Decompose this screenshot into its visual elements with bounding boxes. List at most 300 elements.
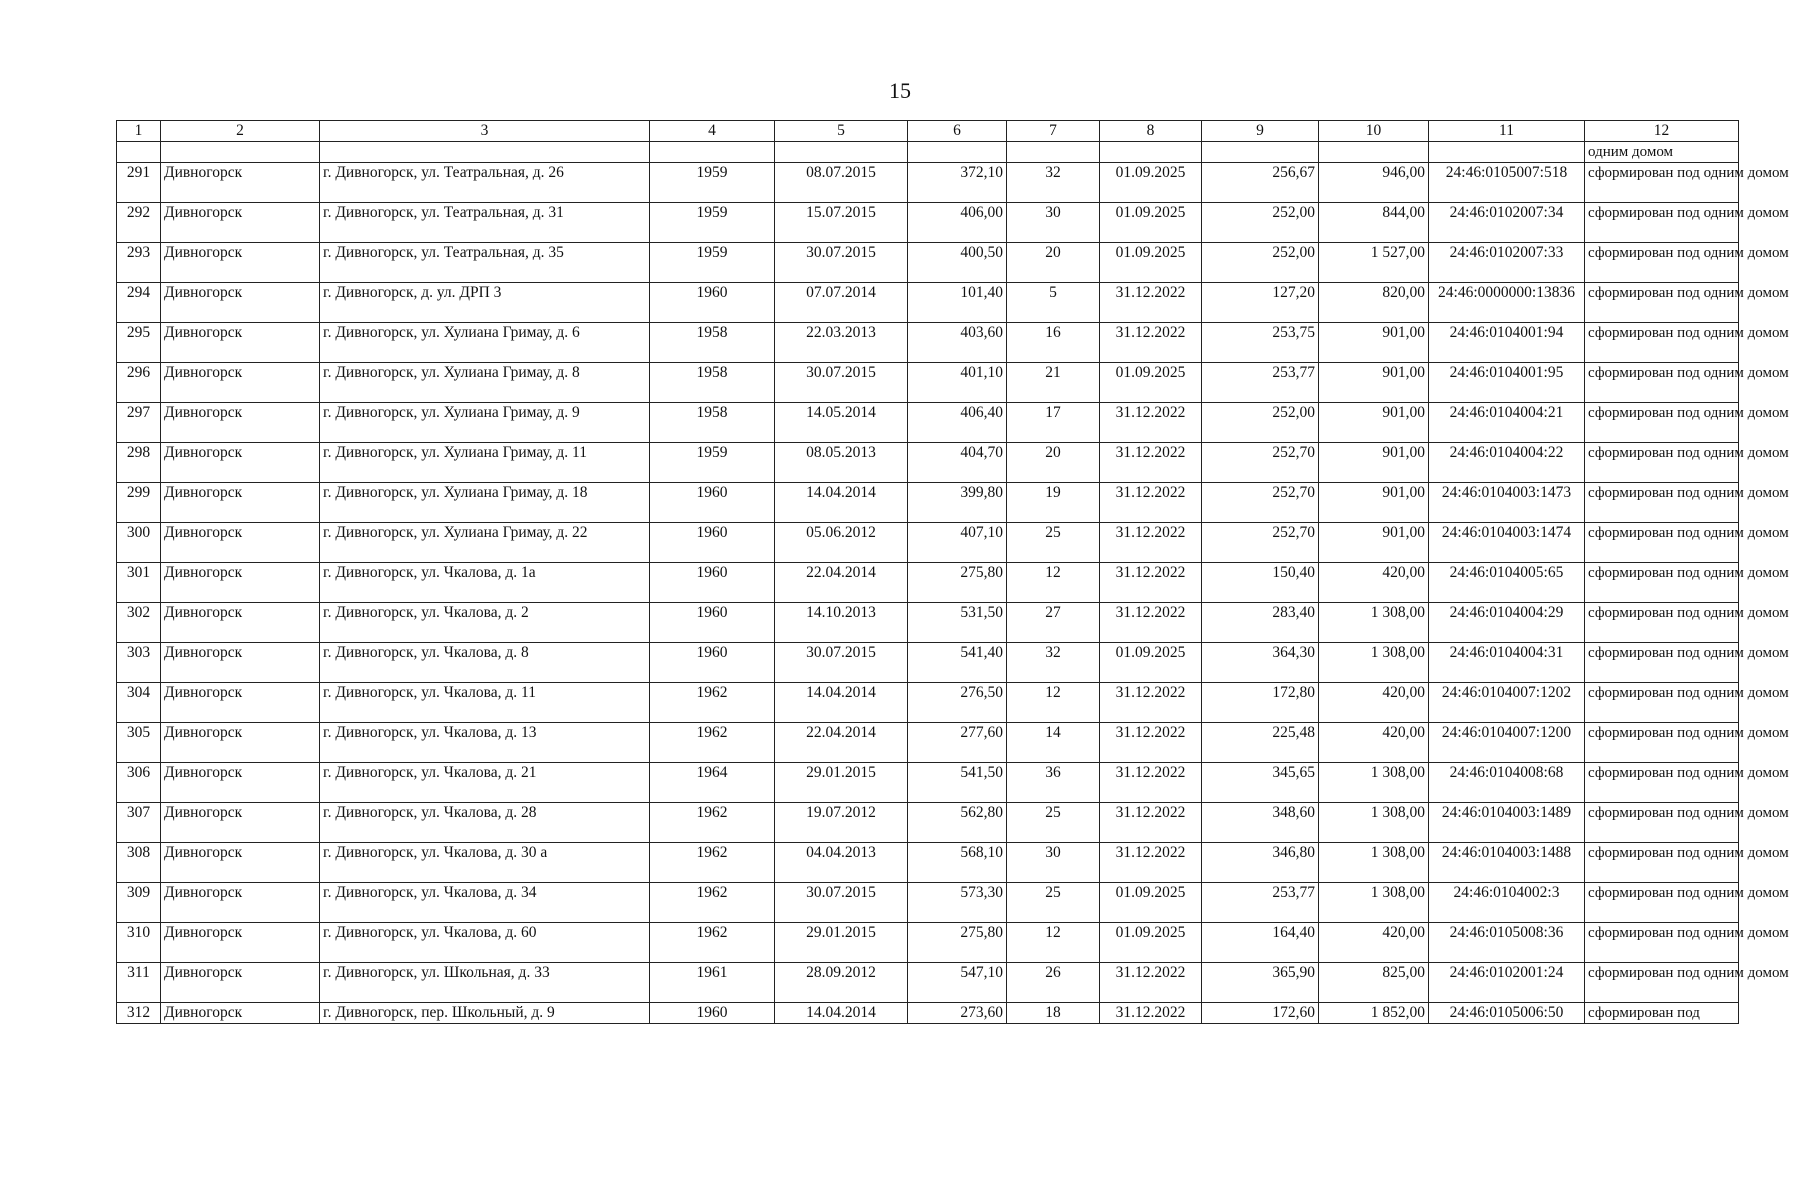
date-cell: 19.07.2012 [775, 803, 908, 843]
count-cell: 26 [1007, 963, 1100, 1003]
date-cell: 29.01.2015 [775, 763, 908, 803]
row-number: 307 [117, 803, 161, 843]
living-area-cell: 225,48 [1202, 723, 1319, 763]
address-cell: г. Дивногорск, ул. Хулиана Гримау, д. 22 [320, 523, 650, 563]
table-row [117, 403, 1739, 443]
living-area-cell: 253,77 [1202, 363, 1319, 403]
address-cell: г. Дивногорск, ул. Чкалова, д. 8 [320, 643, 650, 683]
area-cell: 407,10 [908, 523, 1007, 563]
year-cell: 1958 [650, 323, 775, 363]
table-row [117, 763, 1739, 803]
deadline-cell: 31.12.2022 [1100, 443, 1202, 483]
cadastral-number-cell: 24:46:0104003:1489 [1429, 803, 1585, 843]
area-cell: 547,10 [908, 963, 1007, 1003]
row-number: 301 [117, 563, 161, 603]
note-cell: сформирован под одним домом [1585, 523, 1739, 563]
year-cell: 1962 [650, 683, 775, 723]
town-cell: Дивногорск [161, 683, 320, 723]
area-cell: 276,50 [908, 683, 1007, 723]
note-cell: сформирован под одним домом [1585, 403, 1739, 443]
note-cell: сформирован под [1585, 1003, 1739, 1024]
cadastral-number-cell: 24:46:0104003:1473 [1429, 483, 1585, 523]
column-header-9: 9 [1202, 121, 1319, 142]
row-number: 293 [117, 243, 161, 283]
town-cell: Дивногорск [161, 643, 320, 683]
town-cell: Дивногорск [161, 563, 320, 603]
deadline-cell: 31.12.2022 [1100, 603, 1202, 643]
deadline-cell: 31.12.2022 [1100, 1003, 1202, 1024]
living-area-cell: 252,00 [1202, 243, 1319, 283]
year-cell: 1960 [650, 523, 775, 563]
date-cell: 14.10.2013 [775, 603, 908, 643]
continuation-note: одним домом [1585, 142, 1739, 163]
deadline-cell: 31.12.2022 [1100, 763, 1202, 803]
table-row [117, 923, 1739, 963]
year-cell: 1962 [650, 923, 775, 963]
note-cell: сформирован под одним домом [1585, 683, 1739, 723]
cadastral-number-cell: 24:46:0104004:29 [1429, 603, 1585, 643]
cadastral-number-cell: 24:46:0104001:94 [1429, 323, 1585, 363]
cadastral-number-cell: 24:46:0105008:36 [1429, 923, 1585, 963]
column-number-row [117, 121, 1739, 142]
deadline-cell: 31.12.2022 [1100, 483, 1202, 523]
deadline-cell: 01.09.2025 [1100, 163, 1202, 203]
address-cell: г. Дивногорск, ул. Хулиана Гримау, д. 11 [320, 443, 650, 483]
cadastral-number-cell: 24:46:0104005:65 [1429, 563, 1585, 603]
table-row [117, 563, 1739, 603]
row-number: 292 [117, 203, 161, 243]
date-cell: 15.07.2015 [775, 203, 908, 243]
town-cell: Дивногорск [161, 963, 320, 1003]
note-cell: сформирован под одним домом [1585, 243, 1739, 283]
town-cell: Дивногорск [161, 403, 320, 443]
count-cell: 20 [1007, 243, 1100, 283]
column-header-3: 3 [320, 121, 650, 142]
year-cell: 1961 [650, 963, 775, 1003]
housing-registry-table [116, 120, 1789, 1024]
area-cell: 541,50 [908, 763, 1007, 803]
address-cell: г. Дивногорск, ул. Чкалова, д. 21 [320, 763, 650, 803]
plot-area-cell: 420,00 [1319, 683, 1429, 723]
plot-area-cell: 844,00 [1319, 203, 1429, 243]
date-cell: 07.07.2014 [775, 283, 908, 323]
area-cell: 403,60 [908, 323, 1007, 363]
table-row [117, 683, 1739, 723]
town-cell: Дивногорск [161, 923, 320, 963]
row-number: 298 [117, 443, 161, 483]
date-cell: 22.04.2014 [775, 723, 908, 763]
column-header-4: 4 [650, 121, 775, 142]
note-cell: сформирован под одним домом [1585, 883, 1739, 923]
date-cell: 14.04.2014 [775, 683, 908, 723]
plot-area-cell: 901,00 [1319, 323, 1429, 363]
count-cell: 25 [1007, 523, 1100, 563]
row-number: 309 [117, 883, 161, 923]
address-cell: г. Дивногорск, ул. Хулиана Гримау, д. 18 [320, 483, 650, 523]
count-cell: 32 [1007, 643, 1100, 683]
count-cell: 27 [1007, 603, 1100, 643]
area-cell: 404,70 [908, 443, 1007, 483]
date-cell: 08.05.2013 [775, 443, 908, 483]
table-row [117, 883, 1739, 923]
date-cell: 30.07.2015 [775, 643, 908, 683]
plot-area-cell: 825,00 [1319, 963, 1429, 1003]
count-cell: 36 [1007, 763, 1100, 803]
deadline-cell: 01.09.2025 [1100, 883, 1202, 923]
count-cell: 25 [1007, 803, 1100, 843]
year-cell: 1964 [650, 763, 775, 803]
area-cell: 400,50 [908, 243, 1007, 283]
living-area-cell: 252,70 [1202, 443, 1319, 483]
date-cell: 30.07.2015 [775, 243, 908, 283]
living-area-cell: 252,00 [1202, 403, 1319, 443]
year-cell: 1959 [650, 443, 775, 483]
date-cell: 04.04.2013 [775, 843, 908, 883]
deadline-cell: 01.09.2025 [1100, 243, 1202, 283]
count-cell: 18 [1007, 1003, 1100, 1024]
area-cell: 531,50 [908, 603, 1007, 643]
area-cell: 406,40 [908, 403, 1007, 443]
deadline-cell: 31.12.2022 [1100, 523, 1202, 563]
address-cell: г. Дивногорск, пер. Школьный, д. 9 [320, 1003, 650, 1024]
year-cell: 1959 [650, 203, 775, 243]
area-cell: 568,10 [908, 843, 1007, 883]
area-cell: 573,30 [908, 883, 1007, 923]
deadline-cell: 31.12.2022 [1100, 723, 1202, 763]
table-row [117, 803, 1739, 843]
year-cell: 1962 [650, 883, 775, 923]
year-cell: 1960 [650, 563, 775, 603]
area-cell: 399,80 [908, 483, 1007, 523]
area-cell: 541,40 [908, 643, 1007, 683]
area-cell: 277,60 [908, 723, 1007, 763]
count-cell: 30 [1007, 843, 1100, 883]
row-number: 304 [117, 683, 161, 723]
area-cell: 273,60 [908, 1003, 1007, 1024]
town-cell: Дивногорск [161, 483, 320, 523]
column-header-6: 6 [908, 121, 1007, 142]
year-cell: 1960 [650, 643, 775, 683]
count-cell: 12 [1007, 923, 1100, 963]
table-row [117, 723, 1739, 763]
note-cell: сформирован под одним домом [1585, 763, 1739, 803]
area-cell: 372,10 [908, 163, 1007, 203]
count-cell: 16 [1007, 323, 1100, 363]
living-area-cell: 252,70 [1202, 523, 1319, 563]
living-area-cell: 345,65 [1202, 763, 1319, 803]
date-cell: 30.07.2015 [775, 363, 908, 403]
plot-area-cell: 1 308,00 [1319, 763, 1429, 803]
deadline-cell: 01.09.2025 [1100, 203, 1202, 243]
year-cell: 1959 [650, 163, 775, 203]
plot-area-cell: 1 852,00 [1319, 1003, 1429, 1024]
address-cell: г. Дивногорск, ул. Хулиана Гримау, д. 8 [320, 363, 650, 403]
living-area-cell: 348,60 [1202, 803, 1319, 843]
living-area-cell: 253,75 [1202, 323, 1319, 363]
town-cell: Дивногорск [161, 843, 320, 883]
table-row [117, 243, 1739, 283]
cadastral-number-cell: 24:46:0105006:50 [1429, 1003, 1585, 1024]
column-header-12: 12 [1585, 121, 1739, 142]
town-cell: Дивногорск [161, 523, 320, 563]
plot-area-cell: 820,00 [1319, 283, 1429, 323]
date-cell: 05.06.2012 [775, 523, 908, 563]
row-number: 296 [117, 363, 161, 403]
row-number: 291 [117, 163, 161, 203]
year-cell: 1962 [650, 843, 775, 883]
page-number: 15 [889, 78, 911, 103]
date-cell: 22.03.2013 [775, 323, 908, 363]
town-cell: Дивногорск [161, 243, 320, 283]
living-area-cell: 365,90 [1202, 963, 1319, 1003]
plot-area-cell: 1 308,00 [1319, 603, 1429, 643]
deadline-cell: 31.12.2022 [1100, 963, 1202, 1003]
cadastral-number-cell: 24:46:0104007:1200 [1429, 723, 1585, 763]
living-area-cell: 252,00 [1202, 203, 1319, 243]
year-cell: 1962 [650, 803, 775, 843]
plot-area-cell: 901,00 [1319, 523, 1429, 563]
row-number: 300 [117, 523, 161, 563]
plot-area-cell: 901,00 [1319, 363, 1429, 403]
count-cell: 32 [1007, 163, 1100, 203]
table-row [117, 843, 1739, 883]
count-cell: 21 [1007, 363, 1100, 403]
deadline-cell: 31.12.2022 [1100, 563, 1202, 603]
deadline-cell: 31.12.2022 [1100, 843, 1202, 883]
town-cell: Дивногорск [161, 1003, 320, 1024]
row-number: 295 [117, 323, 161, 363]
count-cell: 20 [1007, 443, 1100, 483]
deadline-cell: 01.09.2025 [1100, 923, 1202, 963]
living-area-cell: 283,40 [1202, 603, 1319, 643]
row-number: 302 [117, 603, 161, 643]
address-cell: г. Дивногорск, ул. Чкалова, д. 60 [320, 923, 650, 963]
deadline-cell: 31.12.2022 [1100, 803, 1202, 843]
table-body [117, 142, 1789, 1024]
living-area-cell: 164,40 [1202, 923, 1319, 963]
cadastral-number-cell: 24:46:0105007:518 [1429, 163, 1585, 203]
row-number: 311 [117, 963, 161, 1003]
plot-area-cell: 1 308,00 [1319, 843, 1429, 883]
living-area-cell: 256,67 [1202, 163, 1319, 203]
table-row [117, 443, 1739, 483]
table-row [117, 363, 1739, 403]
deadline-cell: 31.12.2022 [1100, 283, 1202, 323]
note-cell: сформирован под одним домом [1585, 803, 1739, 843]
row-number: 297 [117, 403, 161, 443]
living-area-cell: 172,80 [1202, 683, 1319, 723]
note-cell: сформирован под одним домом [1585, 643, 1739, 683]
table-row [117, 523, 1739, 563]
area-cell: 275,80 [908, 923, 1007, 963]
row-number: 310 [117, 923, 161, 963]
address-cell: г. Дивногорск, ул. Театральная, д. 26 [320, 163, 650, 203]
area-cell: 275,80 [908, 563, 1007, 603]
year-cell: 1958 [650, 403, 775, 443]
column-header-2: 2 [161, 121, 320, 142]
town-cell: Дивногорск [161, 883, 320, 923]
deadline-cell: 01.09.2025 [1100, 643, 1202, 683]
cadastral-number-cell: 24:46:0104001:95 [1429, 363, 1585, 403]
table-row [117, 643, 1739, 683]
year-cell: 1959 [650, 243, 775, 283]
note-cell: сформирован под одним домом [1585, 323, 1739, 363]
continuation-row [117, 142, 1739, 163]
table-row [117, 1003, 1739, 1024]
note-cell: сформирован под одним домом [1585, 843, 1739, 883]
note-cell: сформирован под одним домом [1585, 563, 1739, 603]
plot-area-cell: 901,00 [1319, 483, 1429, 523]
year-cell: 1958 [650, 363, 775, 403]
living-area-cell: 172,60 [1202, 1003, 1319, 1024]
address-cell: г. Дивногорск, ул. Школьная, д. 33 [320, 963, 650, 1003]
table-row [117, 203, 1739, 243]
cadastral-number-cell: 24:46:0104004:22 [1429, 443, 1585, 483]
column-header-11: 11 [1429, 121, 1585, 142]
year-cell: 1962 [650, 723, 775, 763]
table-row [117, 483, 1739, 523]
deadline-cell: 31.12.2022 [1100, 683, 1202, 723]
plot-area-cell: 946,00 [1319, 163, 1429, 203]
plot-area-cell: 420,00 [1319, 563, 1429, 603]
deadline-cell: 31.12.2022 [1100, 323, 1202, 363]
year-cell: 1960 [650, 1003, 775, 1024]
address-cell: г. Дивногорск, ул. Театральная, д. 35 [320, 243, 650, 283]
table-row [117, 283, 1739, 323]
row-number: 312 [117, 1003, 161, 1024]
address-cell: г. Дивногорск, ул. Чкалова, д. 1а [320, 563, 650, 603]
row-number: 305 [117, 723, 161, 763]
row-number: 299 [117, 483, 161, 523]
row-number: 306 [117, 763, 161, 803]
address-cell: г. Дивногорск, ул. Чкалова, д. 28 [320, 803, 650, 843]
living-area-cell: 252,70 [1202, 483, 1319, 523]
date-cell: 14.04.2014 [775, 1003, 908, 1024]
note-cell: сформирован под одним домом [1585, 963, 1739, 1003]
cadastral-number-cell: 24:46:0102007:33 [1429, 243, 1585, 283]
date-cell: 14.04.2014 [775, 483, 908, 523]
cadastral-number-cell: 24:46:0104003:1488 [1429, 843, 1585, 883]
column-header-1: 1 [117, 121, 161, 142]
living-area-cell: 346,80 [1202, 843, 1319, 883]
town-cell: Дивногорск [161, 163, 320, 203]
area-cell: 401,10 [908, 363, 1007, 403]
count-cell: 12 [1007, 563, 1100, 603]
area-cell: 101,40 [908, 283, 1007, 323]
count-cell: 30 [1007, 203, 1100, 243]
deadline-cell: 01.09.2025 [1100, 363, 1202, 403]
year-cell: 1960 [650, 603, 775, 643]
cadastral-number-cell: 24:46:0104003:1474 [1429, 523, 1585, 563]
area-cell: 562,80 [908, 803, 1007, 843]
row-number: 303 [117, 643, 161, 683]
town-cell: Дивногорск [161, 443, 320, 483]
note-cell: сформирован под одним домом [1585, 923, 1739, 963]
plot-area-cell: 1 308,00 [1319, 643, 1429, 683]
count-cell: 19 [1007, 483, 1100, 523]
year-cell: 1960 [650, 483, 775, 523]
living-area-cell: 253,77 [1202, 883, 1319, 923]
count-cell: 12 [1007, 683, 1100, 723]
note-cell: сформирован под одним домом [1585, 483, 1739, 523]
address-cell: г. Дивногорск, ул. Чкалова, д. 13 [320, 723, 650, 763]
table-row [117, 163, 1739, 203]
date-cell: 08.07.2015 [775, 163, 908, 203]
year-cell: 1960 [650, 283, 775, 323]
table-row [117, 603, 1739, 643]
town-cell: Дивногорск [161, 603, 320, 643]
column-header-10: 10 [1319, 121, 1429, 142]
column-header-8: 8 [1100, 121, 1202, 142]
cadastral-number-cell: 24:46:0000000:13836 [1429, 283, 1585, 323]
address-cell: г. Дивногорск, ул. Чкалова, д. 2 [320, 603, 650, 643]
town-cell: Дивногорск [161, 763, 320, 803]
address-cell: г. Дивногорск, ул. Театральная, д. 31 [320, 203, 650, 243]
note-cell: сформирован под одним домом [1585, 363, 1739, 403]
note-cell: сформирован под одним домом [1585, 443, 1739, 483]
cadastral-number-cell: 24:46:0102007:34 [1429, 203, 1585, 243]
plot-area-cell: 901,00 [1319, 403, 1429, 443]
address-cell: г. Дивногорск, ул. Хулиана Гримау, д. 6 [320, 323, 650, 363]
cadastral-number-cell: 24:46:0104004:21 [1429, 403, 1585, 443]
plot-area-cell: 1 527,00 [1319, 243, 1429, 283]
town-cell: Дивногорск [161, 723, 320, 763]
cadastral-number-cell: 24:46:0102001:24 [1429, 963, 1585, 1003]
date-cell: 22.04.2014 [775, 563, 908, 603]
living-area-cell: 127,20 [1202, 283, 1319, 323]
town-cell: Дивногорск [161, 803, 320, 843]
row-number: 294 [117, 283, 161, 323]
column-header-7: 7 [1007, 121, 1100, 142]
living-area-cell: 364,30 [1202, 643, 1319, 683]
deadline-cell: 31.12.2022 [1100, 403, 1202, 443]
address-cell: г. Дивногорск, д. ул. ДРП 3 [320, 283, 650, 323]
town-cell: Дивногорск [161, 323, 320, 363]
cadastral-number-cell: 24:46:0104004:31 [1429, 643, 1585, 683]
count-cell: 5 [1007, 283, 1100, 323]
column-header-5: 5 [775, 121, 908, 142]
cadastral-number-cell: 24:46:0104007:1202 [1429, 683, 1585, 723]
table-row [117, 323, 1739, 363]
area-cell: 406,00 [908, 203, 1007, 243]
cadastral-number-cell: 24:46:0104002:3 [1429, 883, 1585, 923]
address-cell: г. Дивногорск, ул. Чкалова, д. 11 [320, 683, 650, 723]
count-cell: 17 [1007, 403, 1100, 443]
date-cell: 30.07.2015 [775, 883, 908, 923]
date-cell: 29.01.2015 [775, 923, 908, 963]
living-area-cell: 150,40 [1202, 563, 1319, 603]
row-number: 308 [117, 843, 161, 883]
plot-area-cell: 1 308,00 [1319, 803, 1429, 843]
table-row [117, 963, 1739, 1003]
cadastral-number-cell: 24:46:0104008:68 [1429, 763, 1585, 803]
address-cell: г. Дивногорск, ул. Чкалова, д. 34 [320, 883, 650, 923]
plot-area-cell: 420,00 [1319, 923, 1429, 963]
town-cell: Дивногорск [161, 203, 320, 243]
note-cell: сформирован под одним домом [1585, 163, 1739, 203]
count-cell: 25 [1007, 883, 1100, 923]
count-cell: 14 [1007, 723, 1100, 763]
note-cell: сформирован под одним домом [1585, 723, 1739, 763]
note-cell: сформирован под одним домом [1585, 203, 1739, 243]
address-cell: г. Дивногорск, ул. Хулиана Гримау, д. 9 [320, 403, 650, 443]
plot-area-cell: 420,00 [1319, 723, 1429, 763]
note-cell: сформирован под одним домом [1585, 283, 1739, 323]
town-cell: Дивногорск [161, 283, 320, 323]
date-cell: 28.09.2012 [775, 963, 908, 1003]
date-cell: 14.05.2014 [775, 403, 908, 443]
plot-area-cell: 1 308,00 [1319, 883, 1429, 923]
